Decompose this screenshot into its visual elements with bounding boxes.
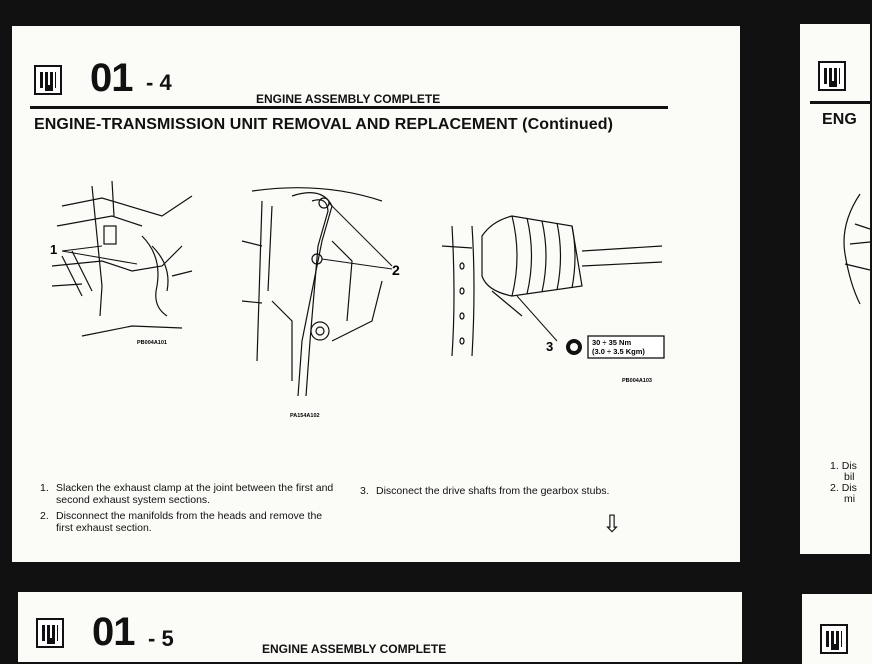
- torque-value-kgm: (3.0 ÷ 3.5 Kgm): [592, 347, 645, 356]
- header-rule: [30, 106, 668, 109]
- section-number: 01: [92, 610, 135, 654]
- continued-arrow-icon: ⇩: [602, 510, 623, 538]
- figure-code: PB004A103: [622, 378, 652, 384]
- page-number: - 5: [148, 626, 174, 651]
- step-item: 3. Disconect the drive shafts from the gearbox stubs.: [360, 485, 610, 497]
- callout-3: 3: [546, 339, 554, 354]
- manufacturer-logo-icon: [34, 65, 62, 95]
- steps-right: [360, 485, 660, 501]
- figure-fragment: [800, 184, 870, 324]
- figure-code: PA154A102: [290, 413, 320, 419]
- step-item: 1. Slacken the exhaust clamp at the joint between the first and second exhaust system sections.: [40, 482, 334, 506]
- callout-2: 2: [392, 262, 400, 278]
- torque-value: 30 ÷ 35 Nm: [592, 338, 632, 347]
- manufacturer-logo-icon: [820, 624, 848, 654]
- figure-engine-mount: [232, 181, 402, 421]
- page-number: - 4: [146, 70, 172, 95]
- adjacent-page-below: [18, 592, 742, 662]
- running-title: ENGINE ASSEMBLY COMPLETE: [262, 642, 447, 656]
- page-title: ENGINE-TRANSMISSION UNIT REMOVAL AND REPLACEMENT (Continued): [34, 116, 614, 133]
- header-rule: [810, 101, 870, 104]
- manufacturer-logo-icon: [818, 61, 846, 91]
- section-number: 01: [90, 56, 133, 100]
- step-item: 2. Disconnect the manifolds from the heads and remove the first exhaust section.: [40, 510, 323, 534]
- figure-code: PB004A101: [137, 340, 167, 346]
- adjacent-page-below-right: [802, 594, 872, 664]
- adjacent-page-right: [800, 24, 870, 554]
- figure-drive-shaft: [432, 196, 672, 384]
- manual-page: [12, 26, 740, 562]
- manufacturer-logo-icon: [36, 618, 64, 648]
- running-title: ENGINE ASSEMBLY COMPLETE: [256, 92, 441, 106]
- callout-1: 1: [50, 242, 58, 257]
- step-fragment: 1. Dis bil 2. Dis mi: [830, 460, 857, 505]
- page-title-fragment: ENG: [822, 111, 857, 128]
- figure-exhaust-clamp: [42, 176, 202, 346]
- steps-left: [40, 482, 340, 538]
